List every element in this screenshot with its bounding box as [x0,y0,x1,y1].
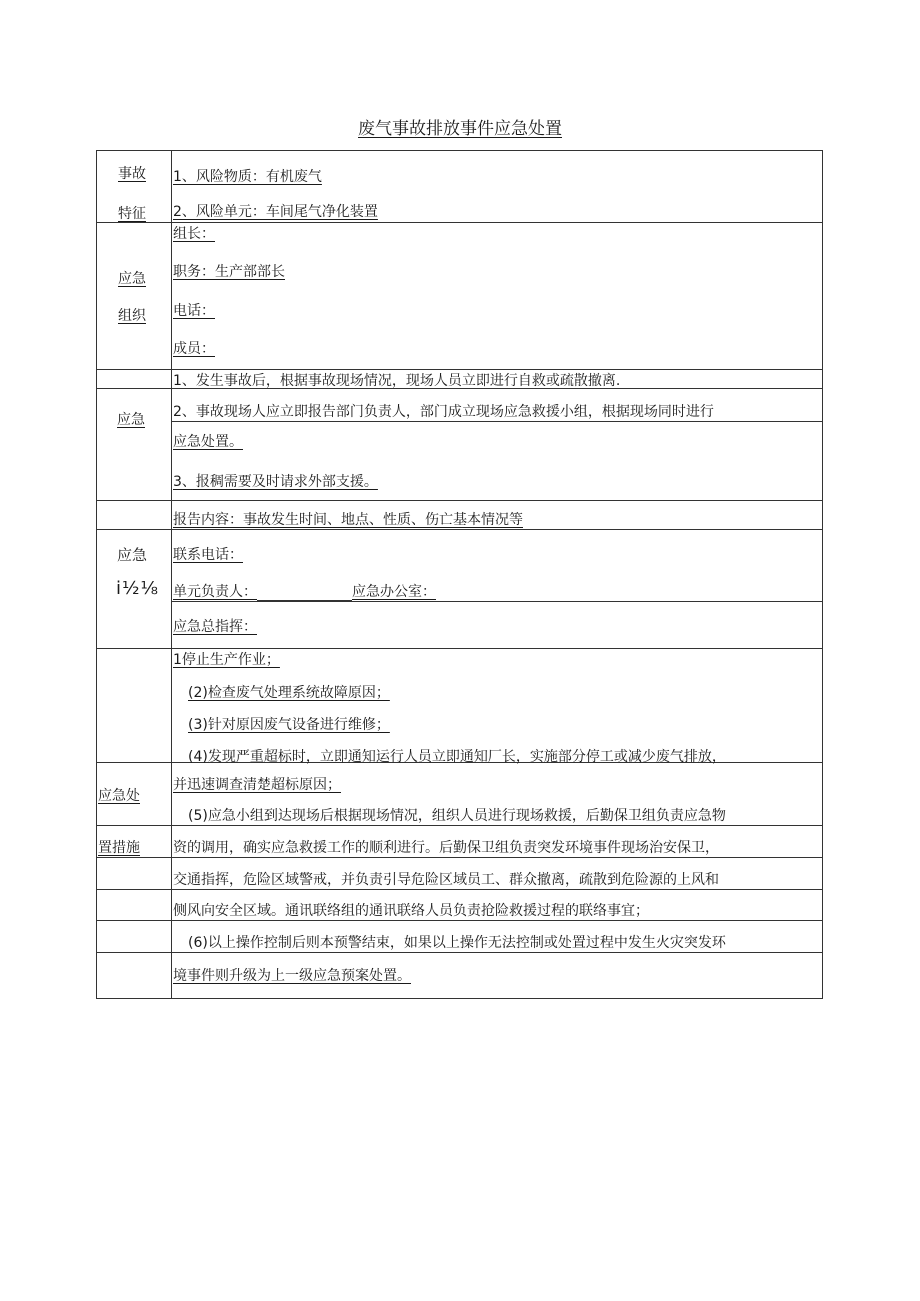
row-divider [96,920,823,921]
measures-line: (4)发现严重超标时，立即通知运行人员立即通知厂长，实施部分停工或减少废气排放， [188,749,726,765]
accident-line: 2、风险单元：车间尾气净化装置 [173,204,378,220]
row-divider [171,421,823,422]
row-divider [96,952,823,953]
organization-line: 成员： [173,341,215,357]
report-line: 2、事故现场人应立即报告部门负责人，部门成立现场应急救援小组，根据现场同时进行 [173,404,714,420]
measures-line: (3)针对原因废气设备进行维修； [188,717,390,733]
measures-line: (2)检查废气处理系统故障原因； [188,685,390,701]
column-divider [171,150,172,999]
organization-label: 应急 [118,271,146,287]
report-line: 1、发生事故后，根据事故现场情况，现场人员立即进行自救或疏散撤离. [173,373,621,389]
contact-label: 应急 [117,546,148,564]
organization-line: 职务：生产部部长 [173,264,285,280]
row-divider [96,222,823,223]
report-line: 报告内容：事故发生时间、地点、性质、伤亡基本情况等 [173,512,523,528]
accident-label: 事故 [118,166,146,182]
row-divider [96,369,823,370]
contact-phone: 联系电话： [173,547,243,563]
measures-line: 交通指挥，危险区域警戒，并负责引导危险区域员工、群众撤离，疏散到危险源的上风和 [173,872,719,888]
accident-label: 特征 [118,206,146,222]
accident-line: 1、风险物质：有机废气 [173,169,322,185]
row-divider [96,500,823,501]
measures-line: 境事件则升级为上一级应急预案处置。 [173,968,411,984]
report-line: 3、报稠需要及时请求外部支援。 [173,474,378,490]
contact-label-garbled: i½⅛ [116,578,159,599]
measures-line: 侧风向安全区域。通讯联络组的通讯联络人员负责抢险救援过程的联络事宜； [173,903,649,919]
measures-line: (5)应急小组到达现场后根据现场情况，组织人员进行现场救援，后勤保卫组负责应急物 [188,808,726,824]
document-title: 废气事故排放事件应急处置 [358,119,562,139]
organization-line: 组长： [173,226,215,242]
measures-label: 置措施 [98,840,140,856]
row-divider [171,601,823,602]
contact-commander: 应急总指挥： [173,619,257,635]
measures-label: 应急处 [98,788,140,804]
row-divider [96,889,823,890]
measures-line: 资的调用，确实应急救援工作的顺利进行。后勤保卫组负责突发环境事件现场治安保卫， [173,840,719,856]
row-divider [96,529,823,530]
report-label: 应急 [117,412,145,428]
contact-unit-head: 单元负责人： [173,583,352,601]
report-line: 应急处置。 [173,434,243,450]
organization-label: 组织 [118,308,146,324]
blank-line [257,586,352,601]
measures-line: 并迅速调查清楚超标原因； [173,777,341,793]
organization-line: 电话： [173,303,215,319]
measures-line: 1停止生产作业； [173,652,280,668]
row-divider [96,648,823,649]
contact-office: 应急办公室： [352,584,436,600]
row-divider [96,857,823,858]
row-divider [96,825,823,826]
measures-line: (6)以上操作控制后则本预警结束，如果以上操作无法控制或处置过程中发生火灾突发环 [188,935,726,951]
